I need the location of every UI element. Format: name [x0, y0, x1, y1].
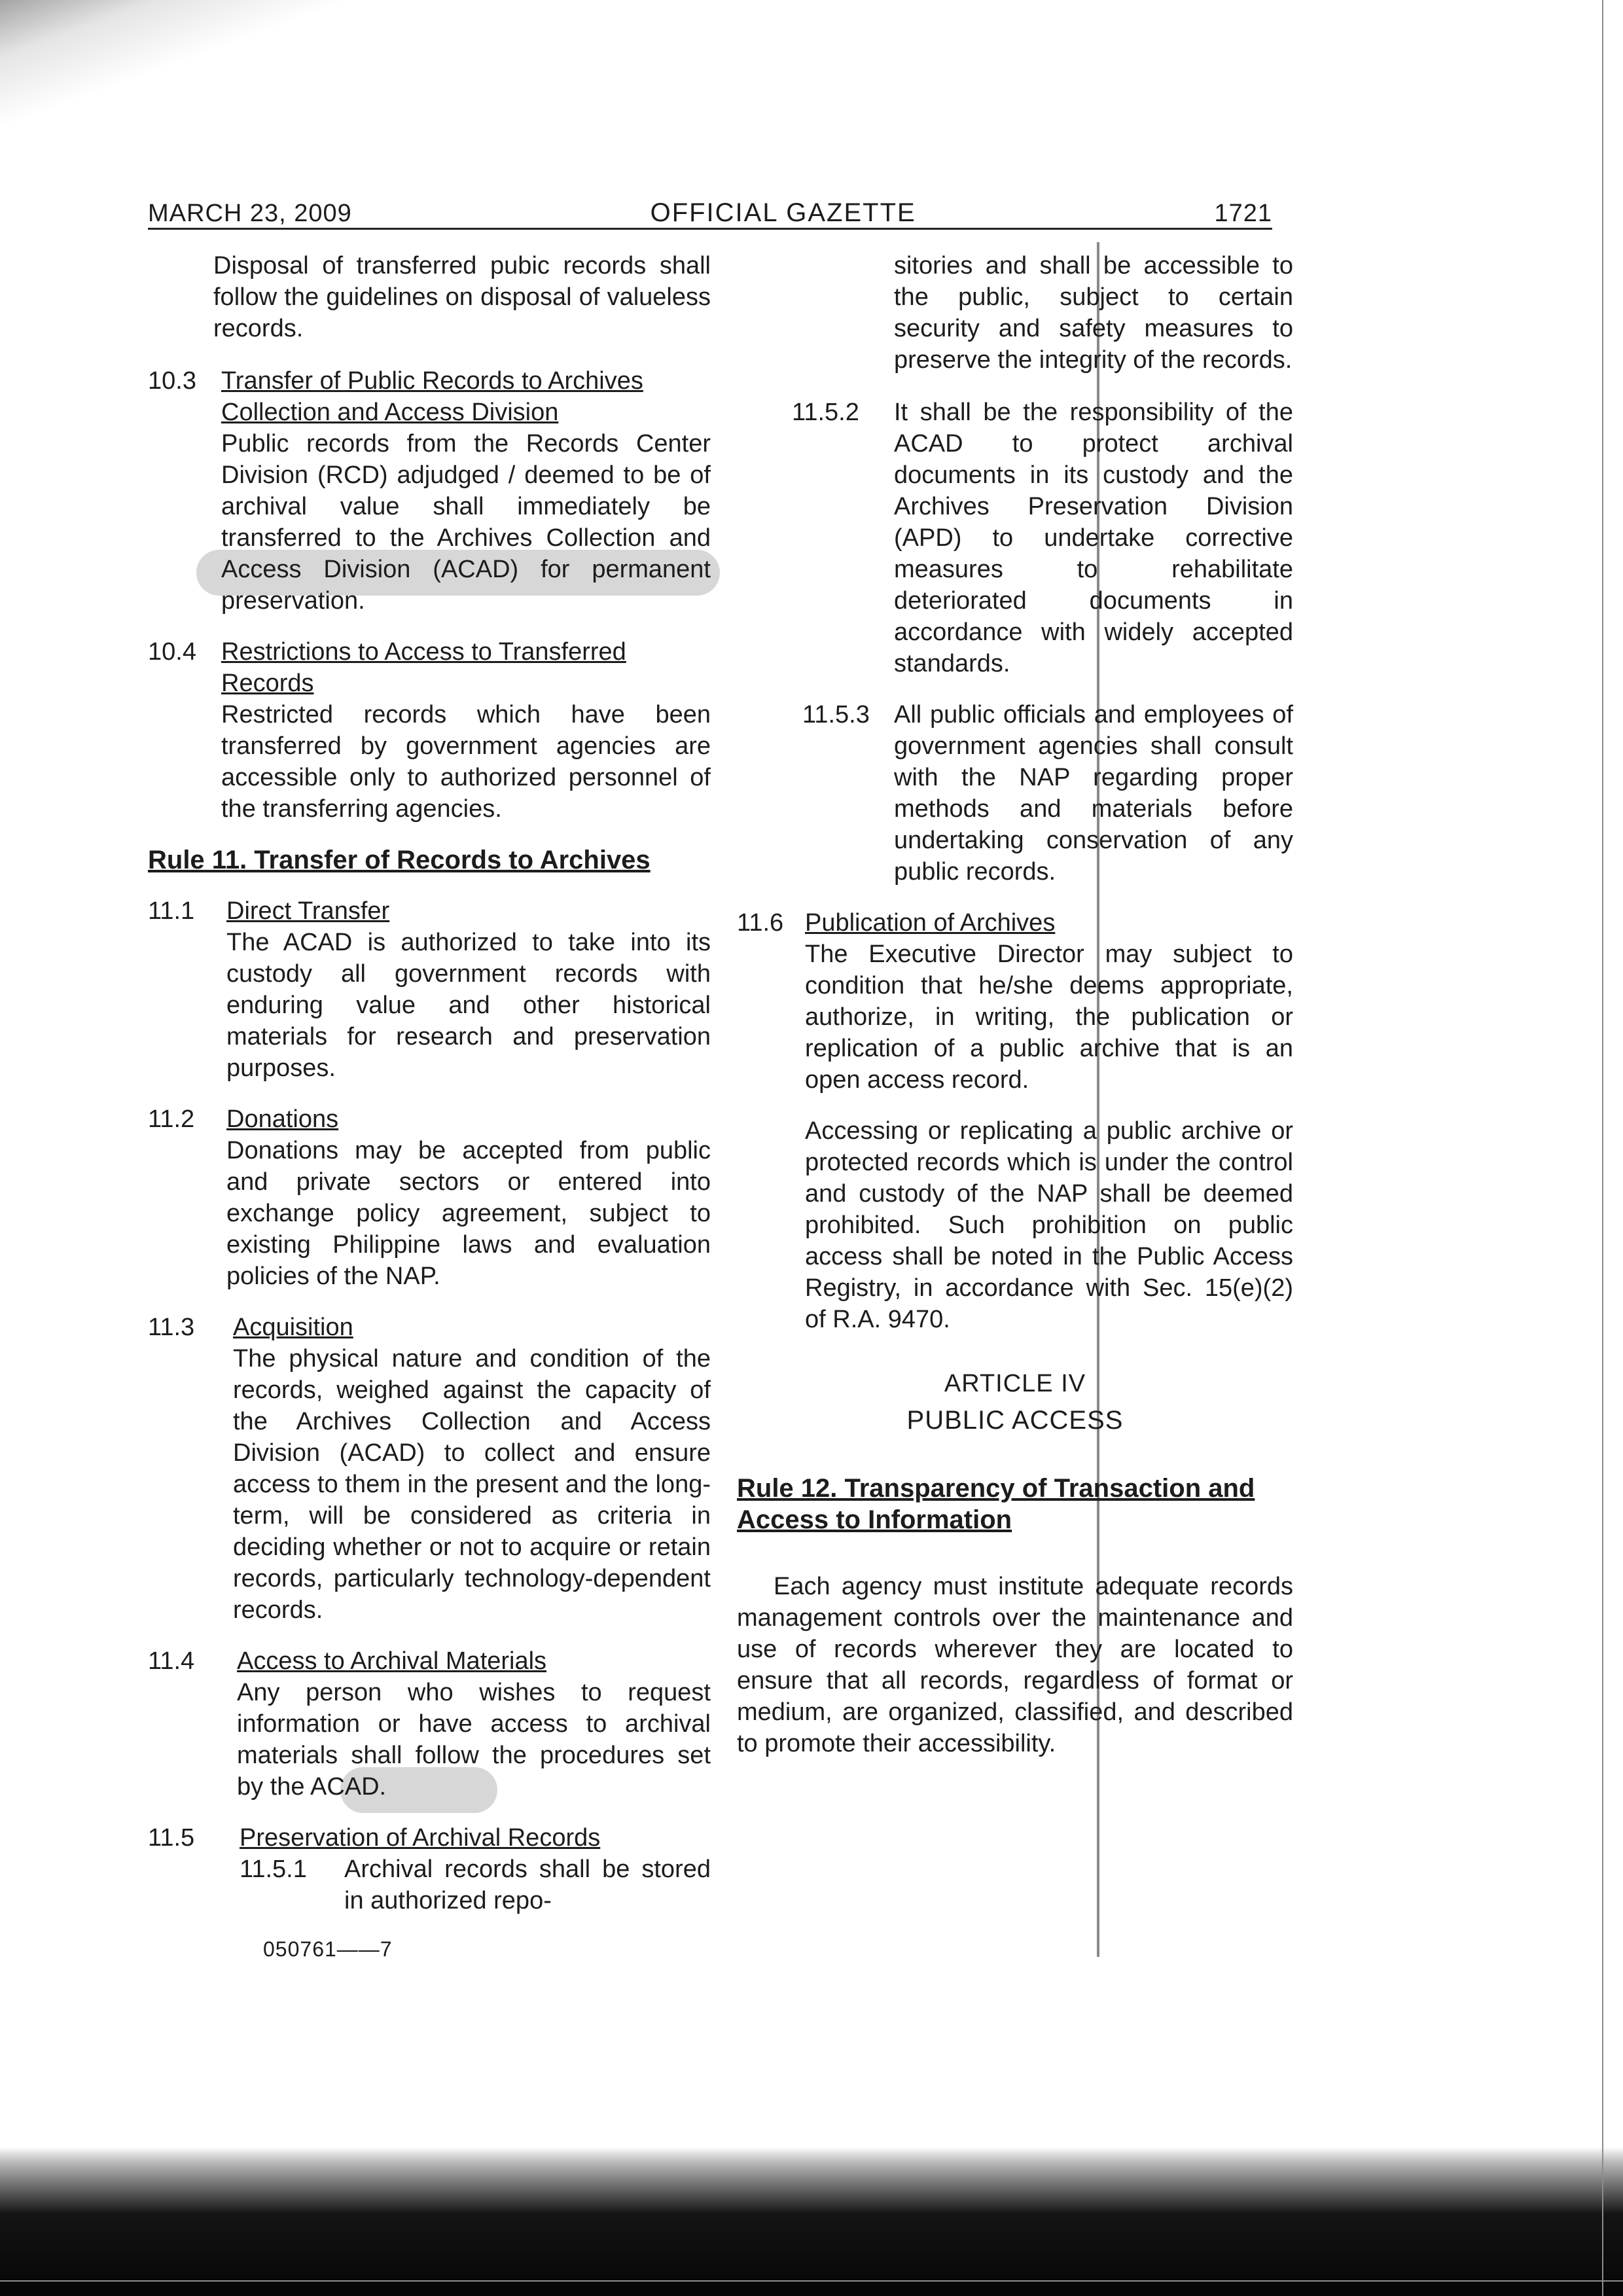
section-10-4 [148, 636, 711, 825]
header-publication: OFFICIAL GAZETTE [650, 198, 916, 227]
rule-12-body: Each agency must institute adequate records management controls over the maintenance and use of records wherever they are located to ensure that all records, regardless of format or medium, are organized, classified, and described to promote their accessibility. [737, 1573, 1293, 1757]
rule-11-title: Rule 11. Transfer of Records to Archives [148, 846, 651, 874]
page-header [148, 191, 1272, 228]
right-column [737, 250, 1293, 1759]
section-number: 11.4 [148, 1647, 195, 1675]
section-title: Restrictions to Access to Transferred Records [221, 638, 626, 697]
section-number: 11.5 [148, 1824, 195, 1852]
subsection-body: All public officials and employees of government agencies shall consult with the NAP regarding proper methods and materials before undertaking conservation of any public records. [894, 701, 1293, 886]
section-number: 11.1 [148, 897, 195, 925]
section-11-1 [148, 895, 711, 1084]
section-title: Acquisition [233, 1314, 353, 1341]
section-title: Donations [226, 1105, 339, 1133]
section-body: Public records from the Records Center Division (RCD) adjudged / deemed to be of archival value shall immediately be transferred to the Archives Collection and Access Division (ACAD) for permanent preservation. [221, 430, 711, 615]
section-title: Access to Archival Materials [237, 1647, 547, 1675]
section-body: The Executive Director may subject to condition that he/she deems appropriate, authorize, in writing, the publication or replication of a public archive that is an open access record. [805, 941, 1293, 1094]
section-11-6 [737, 907, 1293, 1335]
page-footer-code: 050761——7 [263, 1937, 393, 1961]
subsection-body: Archival records shall be stored in authorized repo- [344, 1856, 711, 1914]
continued-paragraph: sitories and shall be accessible to the public, subject to certain security and safety measures to preserve the integrity of the records. [894, 252, 1293, 374]
section-body: Restricted records which have been transferred by government agencies are accessible only to authorized personnel of the transferring agencies. [221, 701, 711, 823]
scan-shadow-bottom [0, 2147, 1623, 2296]
section-title: Publication of Archives [805, 909, 1056, 937]
subsection-number: 11.5.1 [240, 1856, 307, 1883]
section-title: Transfer of Public Records to Archives Collection and Access Division [221, 367, 643, 426]
subsection-number: 11.5.2 [792, 399, 859, 426]
subsection-number: 11.5.3 [802, 701, 870, 728]
section-number: 10.3 [148, 367, 196, 395]
section-title: Preservation of Archival Records [240, 1824, 601, 1852]
subsection-body: It shall be the responsibility of the ACAD to protect archival documents in its custody and the Archives Preservation Division (APD) to undertake corrective measures to rehabilitate deteriorated documents in accordance with widely accepted standards. [894, 399, 1293, 677]
header-page-number: 1721 [1214, 200, 1272, 227]
section-body-continued: Accessing or replicating a public archive or protected records which is under the control and custody of the NAP shall be deemed prohibited. Such prohibition on public access shall be noted in the Public Access Registry, in accordance with Sec. 15(e)(2) of R.A. 9470. [805, 1117, 1293, 1333]
article-title: PUBLIC ACCESS [906, 1406, 1124, 1435]
rule-12-title: Rule 12. Transparency of Transaction and Access to Information [737, 1474, 1255, 1534]
section-11-2 [148, 1103, 711, 1292]
section-10-3 [148, 365, 711, 617]
subsection-11-5-1 [240, 1854, 711, 1916]
left-column [148, 250, 711, 1916]
section-body: The ACAD is authorized to take into its custody all government records with enduring value and other historical materials for research and preservation purposes. [226, 929, 711, 1082]
header-rule [148, 228, 1272, 230]
section-11-4 [148, 1645, 711, 1803]
section-body: The physical nature and condition of the records, weighed against the capacity of the Archives Collection and Access Division (ACAD) to collect and ensure access to them in the present and the long-term, will be considered as criteria in deciding whether or not to acquire or retain records, particularly technology-dependent records. [233, 1345, 711, 1624]
section-body: Donations may be accepted from public and private sectors or entered into exchange policy agreement, subject to existing Philippine laws and evaluation policies of the NAP. [226, 1137, 711, 1290]
subsection-11-5-3 [737, 699, 1293, 888]
header-date: MARCH 23, 2009 [148, 200, 352, 227]
section-number: 11.6 [737, 909, 784, 937]
section-11-3 [148, 1312, 711, 1626]
intro-paragraph: Disposal of transferred pubic records shall follow the guidelines on disposal of valueless records. [213, 252, 711, 342]
section-title: Direct Transfer [226, 897, 390, 925]
section-number: 11.3 [148, 1314, 195, 1341]
section-11-5 [148, 1822, 711, 1916]
section-number: 11.2 [148, 1105, 195, 1133]
scan-border-right [1602, 0, 1603, 2296]
scan-shadow-corner [0, 0, 340, 196]
scan-border-bottom [0, 2280, 1623, 2282]
subsection-11-5-2 [737, 397, 1293, 679]
article-label: ARTICLE IV [944, 1370, 1086, 1397]
section-body: Any person who wishes to request information or have access to archival materials shall follow the procedures set by the ACAD. [237, 1679, 711, 1801]
section-number: 10.4 [148, 638, 196, 666]
